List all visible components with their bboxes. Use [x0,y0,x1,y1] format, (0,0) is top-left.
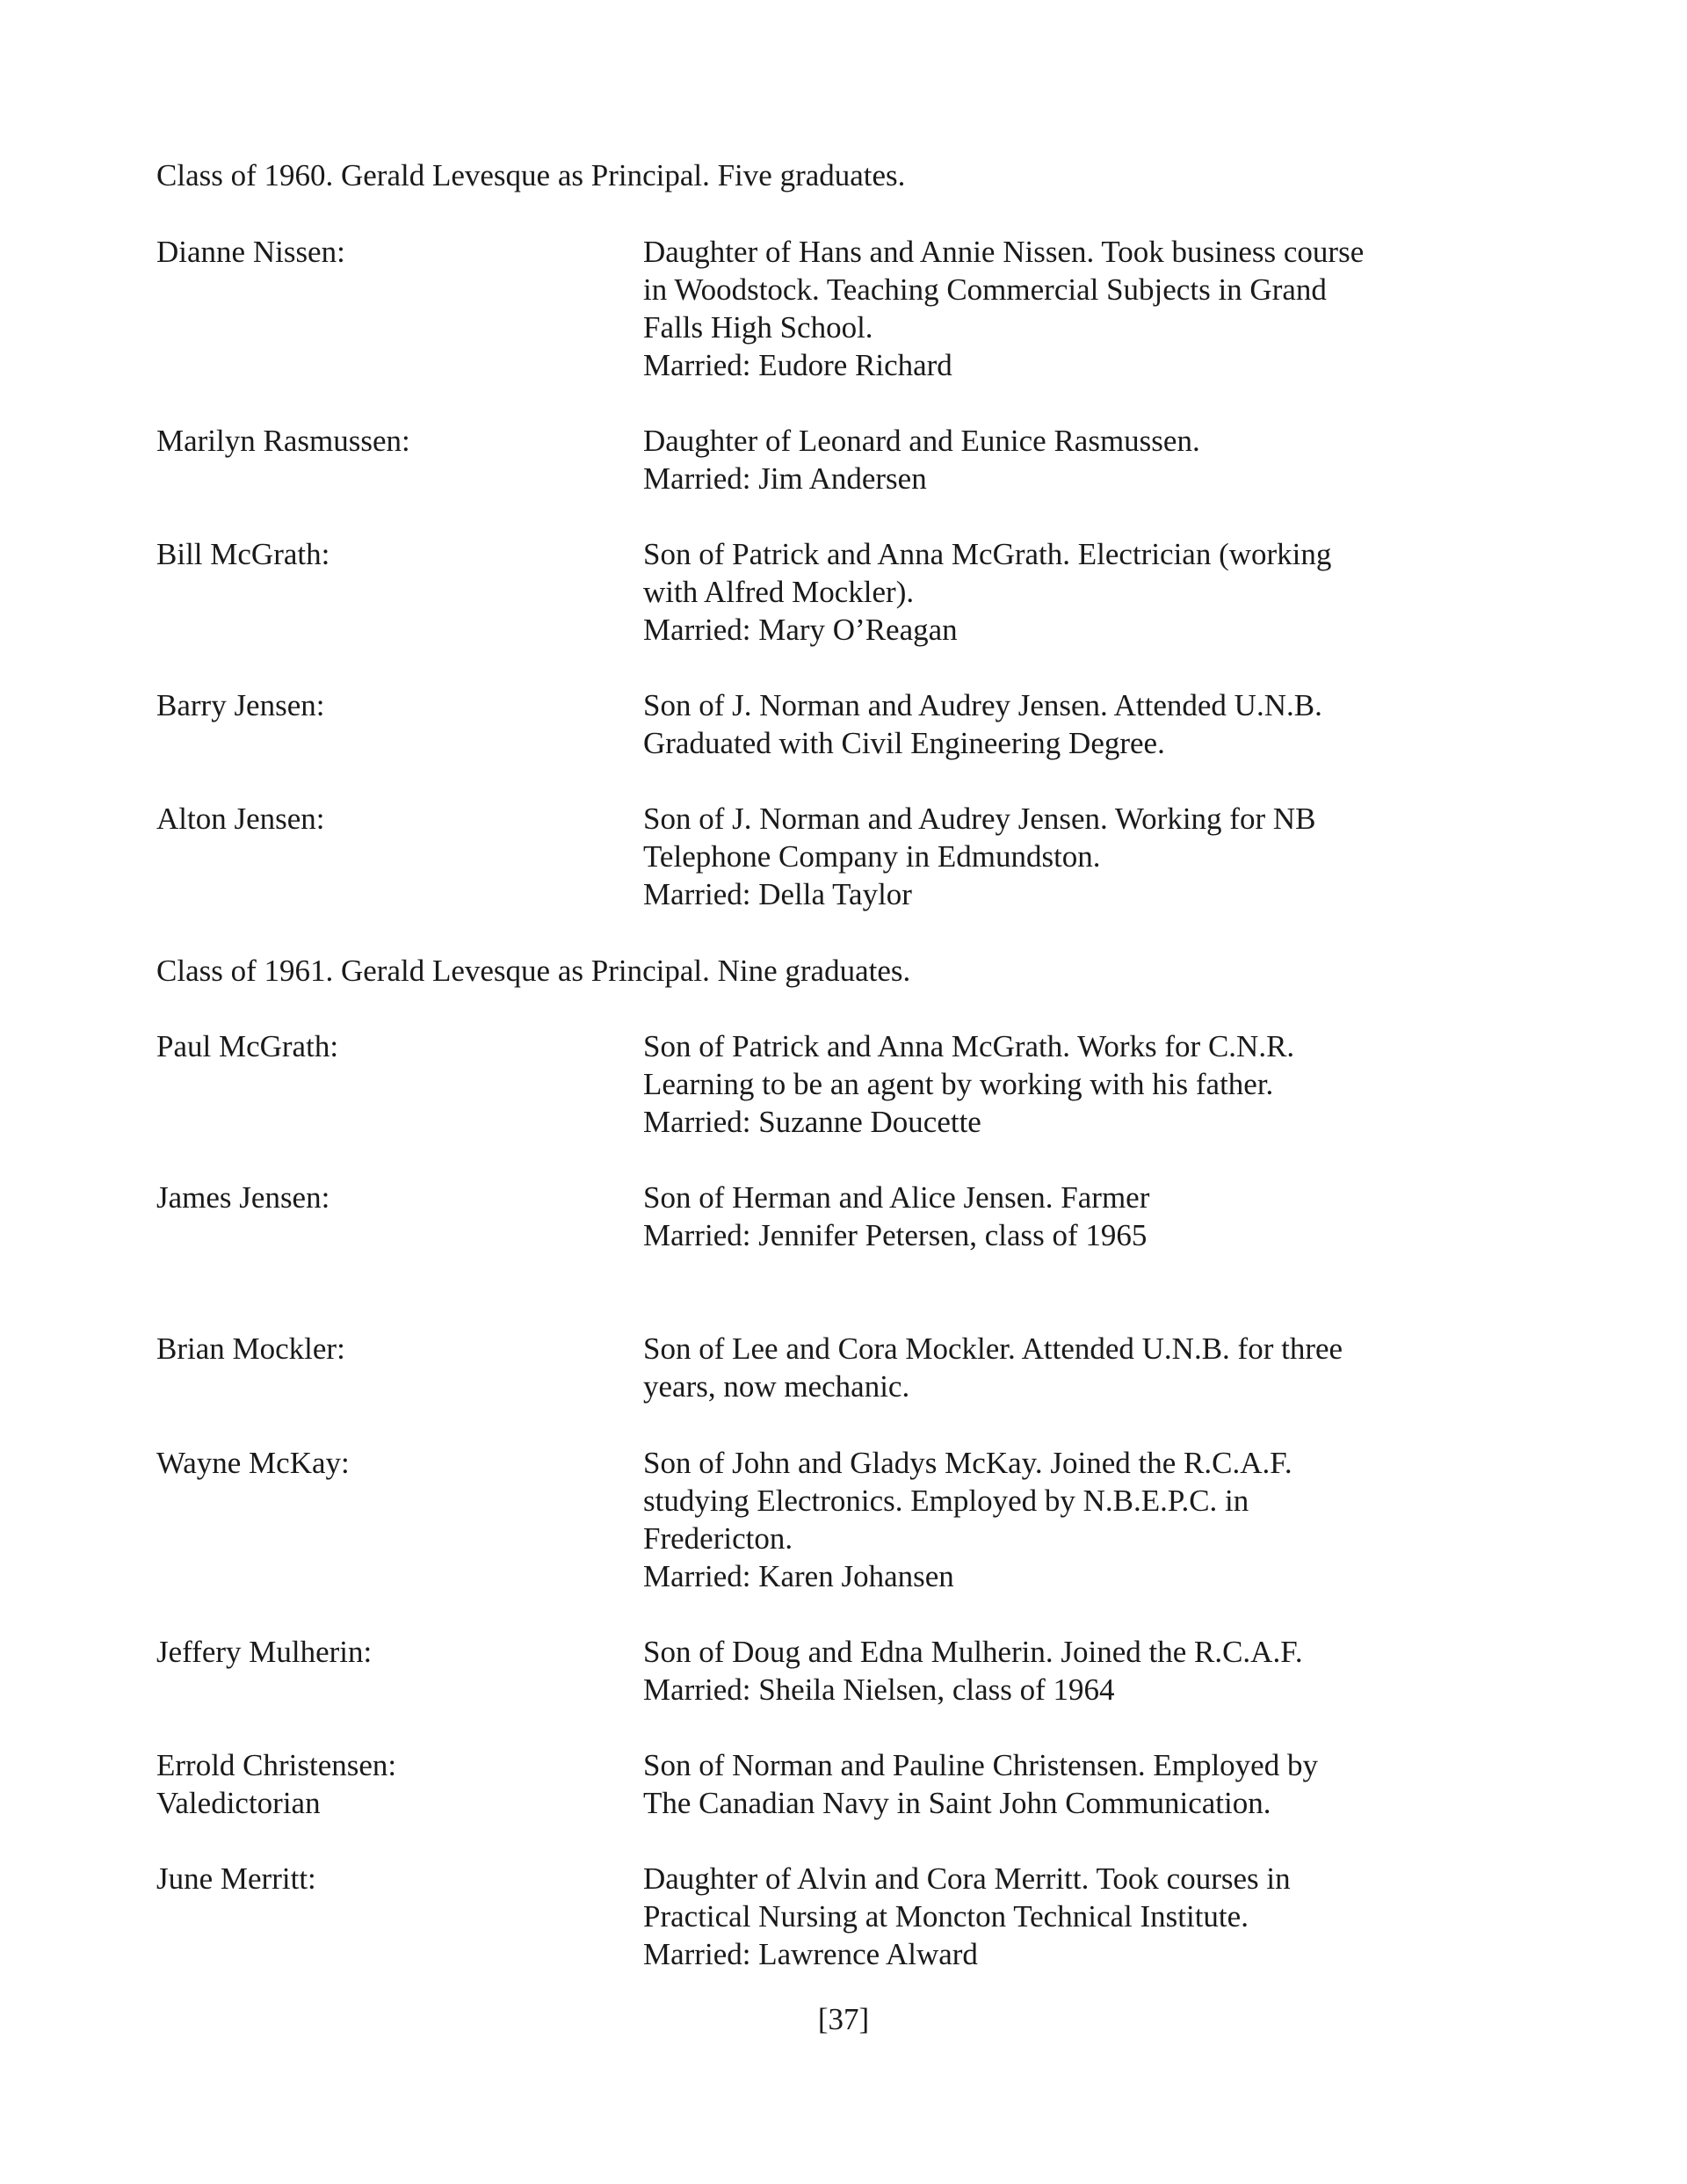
graduate-name: Brian Mockler: [156,1331,345,1366]
graduate-name: Bill McGrath: [156,537,330,571]
description-line: Graduated with Civil Engineering Degree. [643,726,1165,760]
description-line: Married: Mary O’Reagan [643,613,958,647]
graduate-name: Alton Jensen: [156,802,325,836]
graduate-name: Paul McGrath: [156,1029,339,1063]
description-line: Married: Jim Andersen [643,461,927,496]
graduate-description [643,1330,1522,1405]
graduate-name: June Merritt: [156,1861,316,1896]
section-heading-1961: Class of 1961. Gerald Levesque as Principal. Nine graduates. [156,954,911,988]
graduate-name [156,1746,396,1822]
graduate-name-line: Errold Christensen: [156,1748,397,1782]
description-line: Son of J. Norman and Audrey Jensen. Attended U.N.B. [643,688,1322,722]
description-line: Practical Nursing at Moncton Technical Institute. [643,1899,1249,1934]
description-line: Married: Suzanne Doucette [643,1105,981,1139]
description-line: Married: Karen Johansen [643,1559,954,1593]
graduate-description [643,422,1522,497]
graduate-description [643,1746,1522,1822]
description-line: The Canadian Navy in Saint John Communication. [643,1786,1271,1820]
page-number: [37] [817,2002,870,2036]
section-heading-1960: Class of 1960. Gerald Levesque as Principal. Five graduates. [156,158,906,192]
graduate-description [643,1860,1522,1973]
description-line: Son of Doug and Edna Mulherin. Joined the R.C.A.F. [643,1635,1303,1669]
description-line: Married: Jennifer Petersen, class of 1965 [643,1218,1148,1252]
description-line: Daughter of Hans and Annie Nissen. Took business course [643,235,1365,269]
graduate-description [643,1633,1522,1709]
description-line: Learning to be an agent by working with his father. [643,1067,1274,1101]
graduate-description [643,535,1522,649]
description-line: Falls High School. [643,310,873,345]
graduate-description [643,233,1522,384]
description-line: Fredericton. [643,1521,793,1556]
graduate-name: Jeffery Mulherin: [156,1635,373,1669]
graduate-description [643,800,1522,913]
description-line: Son of Herman and Alice Jensen. Farmer [643,1180,1150,1215]
description-line: Married: Della Taylor [643,877,912,911]
description-line: Son of J. Norman and Audrey Jensen. Working for NB [643,802,1316,836]
graduate-name: James Jensen: [156,1180,330,1215]
description-line: Daughter of Alvin and Cora Merritt. Took courses in [643,1861,1291,1896]
description-line: studying Electronics. Employed by N.B.E.P.C. in [643,1484,1249,1518]
description-line: Telephone Company in Edmundston. [643,839,1101,874]
description-line: in Woodstock. Teaching Commercial Subjects in Grand [643,272,1327,307]
graduate-name: Dianne Nissen: [156,235,345,269]
graduate-description [643,686,1522,762]
description-line: Son of Patrick and Anna McGrath. Works for C.N.R. [643,1029,1295,1063]
description-line: Son of Lee and Cora Mockler. Attended U.N.B. for three [643,1331,1343,1366]
description-line: Son of Norman and Pauline Christensen. Employed by [643,1748,1318,1782]
description-line: Married: Sheila Nielsen, class of 1964 [643,1672,1115,1707]
graduate-description [643,1179,1522,1254]
description-line: Son of John and Gladys McKay. Joined the R.C.A.F. [643,1446,1292,1480]
graduate-name: Wayne McKay: [156,1446,350,1480]
description-line: Daughter of Leonard and Eunice Rasmussen. [643,424,1200,458]
description-line: with Alfred Mockler). [643,575,915,609]
graduate-honor: Valedictorian [156,1786,321,1820]
description-line: Married: Eudore Richard [643,348,952,382]
description-line: years, now mechanic. [643,1369,910,1404]
graduate-description [643,1444,1522,1595]
graduate-name: Barry Jensen: [156,688,325,722]
graduate-name: Marilyn Rasmussen: [156,424,410,458]
description-line: Married: Lawrence Alward [643,1937,978,1971]
graduate-description [643,1027,1522,1141]
description-line: Son of Patrick and Anna McGrath. Electrician (working [643,537,1332,571]
